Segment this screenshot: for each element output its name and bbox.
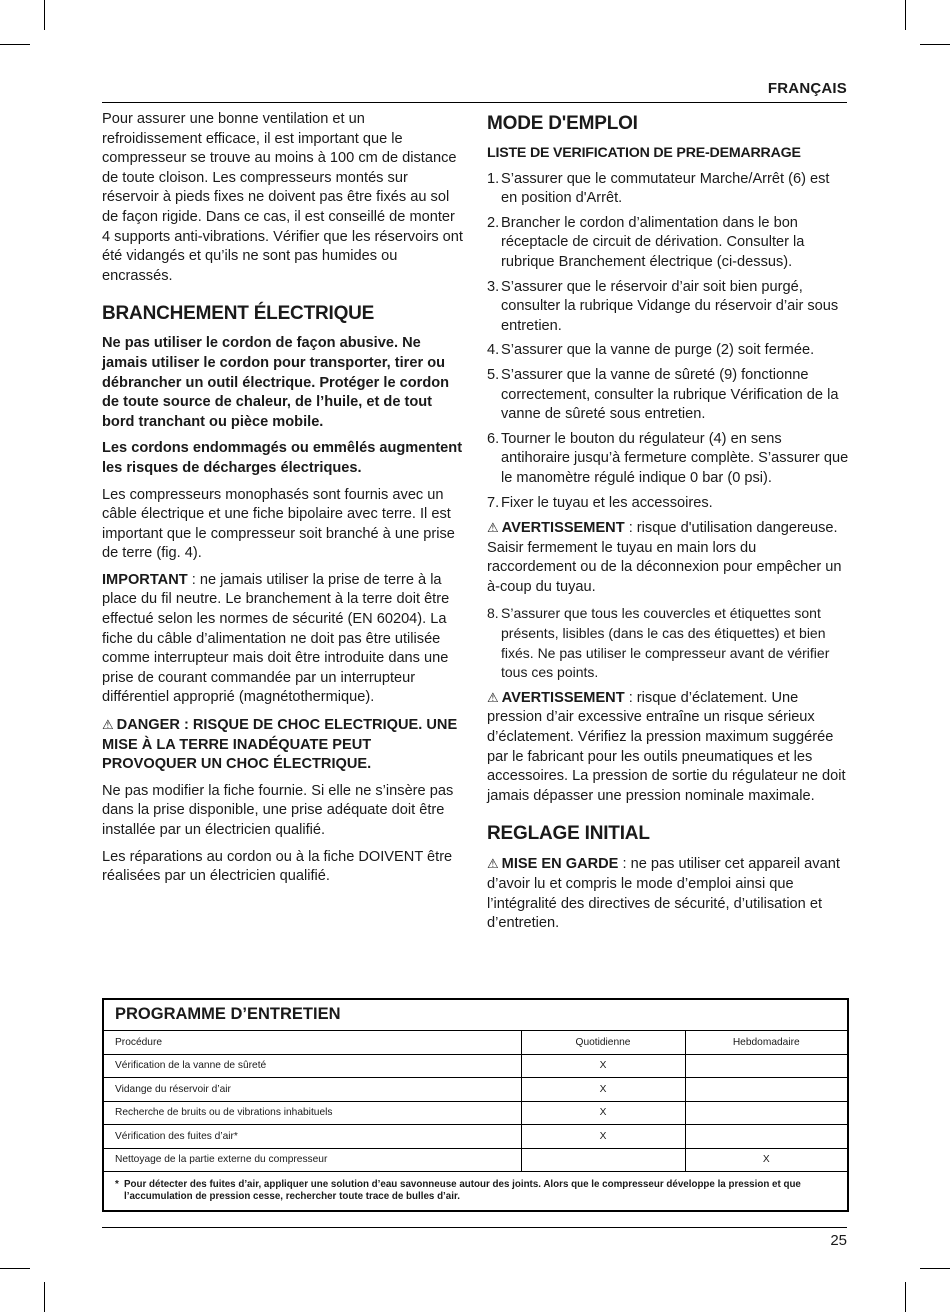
table-title: PROGRAMME D’ENTRETIEN xyxy=(104,1000,847,1031)
danger-paragraph xyxy=(102,715,464,775)
important-paragraph xyxy=(102,571,464,708)
language-label: FRANÇAIS xyxy=(767,80,847,97)
warning-triangle-icon: ⚠ xyxy=(102,717,114,733)
column-header: Quotidienne xyxy=(521,1031,685,1054)
crop-mark xyxy=(905,0,906,30)
list-item: 6. Tourner le bouton du régulateur (4) en sens antihoraire jusqu’à fermeture complète. S’assurer que le manomètre régulé indique 0 bar (0 psi). xyxy=(487,430,849,486)
table-row xyxy=(104,1148,847,1172)
damaged-cord-warning: Les cordons endommagés ou emmêlés augmentent les risques de décharges électriques. xyxy=(102,440,463,476)
table-cell: X xyxy=(685,1148,847,1172)
cord-warning: Ne pas utiliser le cordon de façon abusive. Ne jamais utiliser le cordon pour transporter, tirer ou débrancher un outil électrique. Protéger le cordon de toute source de chaleur, de l’huile, et de tout bord tranchant ou pièce mobile. xyxy=(102,335,450,430)
column-header: Hebdomadaire xyxy=(685,1031,847,1054)
right-column xyxy=(487,110,849,941)
ventilation-paragraph: Pour assurer une bonne ventilation et un refroidissement efficace, il est important que le compresseur se trouve au moins à 100 cm de distance de toute cloison. Les compresseurs montés sur réservoir à pieds fixes ne doivent pas être fixés au sol de façon rigide. Dans ce cas, il est conseillé de monter 4 supports anti-vibrations. Vérifier que les réservoirs ont été vidangés et qu’ils ne sont pas humides ou encrassés. xyxy=(102,111,463,284)
caution-paragraph xyxy=(487,854,849,933)
section-heading-electrical: BRANCHEMENT ÉLECTRIQUE xyxy=(102,303,375,325)
table-header-row xyxy=(104,1031,847,1054)
table-row xyxy=(104,1125,847,1149)
header-divider xyxy=(102,102,847,103)
section-heading-operation: MODE D'EMPLOI xyxy=(487,113,638,134)
crop-mark xyxy=(920,44,950,45)
list-item: 5. S’assurer que la vanne de sûreté (9) fonctionne correctement, consulter la rubrique Vérification de la vanne de sûreté sous entretien. xyxy=(487,366,839,423)
left-column xyxy=(102,110,464,894)
crop-mark xyxy=(920,1268,950,1269)
table-cell xyxy=(685,1078,847,1102)
list-item: 3. S’assurer que le réservoir d’air soit bien purgé, consulter la rubrique Vidange du réservoir d’air sous entretien. xyxy=(487,278,839,334)
table-cell xyxy=(685,1054,847,1078)
checklist xyxy=(487,170,849,514)
list-item: 2. Brancher le cordon d’alimentation dans le bon réceptacle de circuit de dérivation. Consulter la rubrique Branchement électrique (ci-dessus). xyxy=(487,214,805,270)
warning-label: AVERTISSEMENT xyxy=(501,689,625,706)
table-footnote xyxy=(104,1172,847,1203)
table-cell: X xyxy=(521,1078,685,1102)
warning-text: : risque d’éclatement. Une pression d’air excessive entraîne un risque sérieux d’éclatement. Vérifiez la pression maximum suggérée par le fabricant pour les outils pneumatiques et les accessoires. La pression de sortie du régulateur ne doit jamais dépasser une pression nominale maximale. xyxy=(487,689,846,804)
table-row xyxy=(104,1101,847,1125)
column-header: Procédure xyxy=(115,1036,163,1048)
warning-label: AVERTISSEMENT xyxy=(501,520,625,537)
table-row xyxy=(104,1054,847,1078)
table-cell: Nettoyage de la partie externe du compresseur xyxy=(104,1148,521,1172)
list-item: 8. S’assurer que tous les couvercles et étiquettes sont présents, lisibles (dans le cas des étiquettes) et bien fixés. Ne pas utiliser le compresseur avant de vérifier tous ces points. xyxy=(487,605,830,681)
crop-mark xyxy=(0,1268,30,1269)
table-cell: Vidange du réservoir d’air xyxy=(104,1078,521,1102)
footer-divider xyxy=(102,1227,847,1228)
list-item: 1. S’assurer que le commutateur Marche/Arrêt (6) est en position d'Arrêt. xyxy=(487,170,830,207)
grounding-paragraph: Les compresseurs monophasés sont fournis avec un câble électrique et une fiche bipolaire avec terre. Il est important que le compresseur soit branché à une prise de terre (fig. 4). xyxy=(102,486,455,562)
table-cell xyxy=(685,1101,847,1125)
plug-paragraph: Ne pas modifier la fiche fournie. Si elle ne s’insère pas dans la prise disponible, une prise adéquate doit être installée par un électricien qualifié. xyxy=(102,782,454,838)
warning-triangle-icon: ⚠ xyxy=(487,689,499,705)
important-text: : ne jamais utiliser la prise de terre à la place du fil neutre. Le branchement à la terre doit être effectué selon les normes de sécurité (EN 60204). La fiche du câble d’alimentation ne doit pas être utilisée comme interrupteur mais doit être introduite dans une prise de courant commandée par un interrupteur différentiel approprié (magnétothermique). xyxy=(102,571,450,706)
maintenance-table xyxy=(104,1031,847,1172)
crop-mark xyxy=(44,1282,45,1312)
checklist-continued xyxy=(487,604,849,682)
table-cell: X xyxy=(521,1054,685,1078)
crop-mark xyxy=(905,1282,906,1312)
section-heading-initial-setup: REGLAGE INITIAL xyxy=(487,823,650,845)
table-cell xyxy=(521,1148,685,1172)
page-number: 25 xyxy=(830,1232,847,1249)
warning-triangle-icon: ⚠ xyxy=(487,520,499,536)
footnote-marker: * xyxy=(115,1179,119,1190)
table-cell: Vérification des fuites d’air* xyxy=(104,1125,521,1149)
table-cell: X xyxy=(521,1125,685,1149)
crop-mark xyxy=(0,44,30,45)
caution-label: MISE EN GARDE xyxy=(501,856,619,873)
table-cell: Vérification de la vanne de sûreté xyxy=(104,1054,521,1078)
list-item: 7. Fixer le tuyau et les accessoires. xyxy=(487,494,713,511)
footnote-text: Pour détecter des fuites d’air, appliquer une solution d’eau savonneuse autour des joints. Alors que le compresseur développe la pression et que l’accumulation de pression cesse, rechercher toute trace de bulles d’air. xyxy=(124,1179,801,1202)
crop-mark xyxy=(44,0,45,30)
table-row xyxy=(104,1078,847,1102)
burst-warning xyxy=(487,688,849,807)
warning-text: : risque d'utilisation dangereuse. Saisir fermement le tuyau en main lors du raccordement ou de la déconnexion pour empêcher un à-coup du tuyau. xyxy=(487,520,842,595)
table-cell xyxy=(685,1125,847,1149)
important-label: IMPORTANT xyxy=(102,571,188,588)
warning-triangle-icon: ⚠ xyxy=(487,856,499,872)
checklist-heading: LISTE DE VERIFICATION DE PRE-DEMARRAGE xyxy=(487,145,801,161)
list-item: 4. S’assurer que la vanne de purge (2) soit fermée. xyxy=(487,342,815,359)
table-cell: X xyxy=(521,1101,685,1125)
maintenance-schedule xyxy=(102,998,849,1212)
danger-text: DANGER : RISQUE DE CHOC ELECTRIQUE. UNE MISE À LA TERRE INADÉQUATE PEUT PROVOQUER UN CHOC ÉLECTRIQUE. xyxy=(102,717,458,773)
table-cell: Recherche de bruits ou de vibrations inhabituels xyxy=(104,1101,521,1125)
caution-text: : ne pas utiliser cet appareil avant d’avoir lu et compris le mode d’emploi ainsi que l’intégralité des directives de sécurité, d’utilisation et d’entretien. xyxy=(487,856,840,932)
repair-paragraph: Les réparations au cordon ou à la fiche DOIVENT être réalisées par un électricien qualifié. xyxy=(102,848,453,885)
hose-warning xyxy=(487,518,849,597)
